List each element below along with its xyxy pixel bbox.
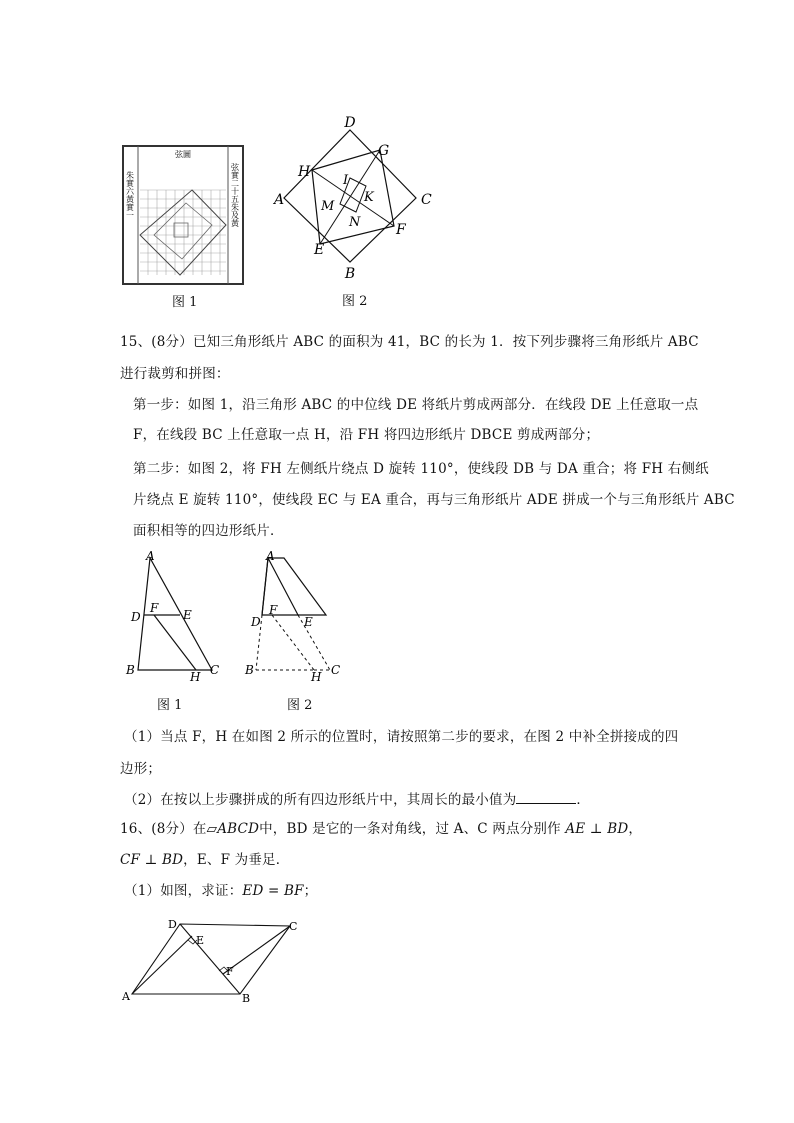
q15-step2-a: 第二步：如图 2，将 FH 左侧纸片绕点 D 旋转 110°，使线段 DB 与 DA 重合；将 FH 右侧纸 xyxy=(133,461,709,477)
q15-sub2 xyxy=(124,790,590,809)
q15f2-B: B xyxy=(245,663,254,677)
q16-line1-b: 中，BD 是它的一条对角线，过 A、C 两点分别作 xyxy=(259,821,561,837)
q16-label-C: C xyxy=(289,920,298,933)
q15-line2: 进行裁剪和拼图： xyxy=(120,366,230,382)
q15-line1: 15、(8分）已知三角形纸片 ABC 的面积为 41，BC 的长为 1．按下列步骤将三角形纸片 ABC xyxy=(120,334,699,350)
ancient-left-text: 朱實六黃實一 xyxy=(125,171,135,219)
sq-label-N: N xyxy=(349,215,361,230)
q15-sub2-end: ． xyxy=(576,792,591,808)
q16-line2-b: ，E、F 为垂足． xyxy=(183,852,290,868)
square-figure xyxy=(268,112,438,282)
sq-label-D: D xyxy=(344,115,356,131)
q16-label-E: E xyxy=(196,934,205,947)
q15-step1-a: 第一步：如图 1，沿三角形 ABC 的中位线 DE 将纸片剪成两部分．在线段 DE 上任意取一点 xyxy=(133,397,699,413)
q15f2-C: C xyxy=(331,663,341,677)
q16-sub1 xyxy=(124,882,317,900)
q16-parallelogram: ▱ABCD xyxy=(206,821,260,837)
ancient-figure xyxy=(122,145,244,285)
q15f2-H: H xyxy=(311,670,322,684)
q15f2-D: D xyxy=(251,615,261,629)
q15-sub2-text: （2）在按以上步骤拼成的所有四边形纸片中，其周长的最小值为 xyxy=(124,792,517,808)
q16-sub1-b: ； xyxy=(303,883,318,899)
sq-label-C: C xyxy=(421,192,432,208)
q15-step2-b: 片绕点 E 旋转 110°，使线段 EC 与 EA 重合，再与三角形纸片 ADE 拼成一个与三角形纸片 ABC xyxy=(133,492,735,508)
q16-fig xyxy=(118,910,308,1006)
q15-step2-c: 面积相等的四边形纸片． xyxy=(133,523,284,539)
q15f1-C: C xyxy=(210,663,220,677)
q16-ae-perp-bd: AE ⊥ BD xyxy=(565,821,629,837)
q16-label-B: B xyxy=(242,992,251,1005)
q15f2-F: F xyxy=(269,603,278,617)
q15-sub1-a: （1）当点 F，H 在如图 2 所示的位置时，请按照第二步的要求，在图 2 中补全拼接成的四 xyxy=(124,729,679,745)
q15f1-B: B xyxy=(126,663,135,677)
q15f1-E: E xyxy=(183,608,192,622)
ancient-figure-svg xyxy=(122,145,244,285)
q15f1-D: D xyxy=(131,610,141,624)
q16-line1-a: 16、(8分）在 xyxy=(120,821,207,837)
q15f2-E: E xyxy=(304,615,313,629)
sq-label-I: I xyxy=(343,173,349,188)
q15-fig1-caption: 图 1 xyxy=(157,698,183,713)
q15-answer-blank[interactable] xyxy=(516,790,576,804)
q15-fig2-caption: 图 2 xyxy=(287,698,313,713)
q16-cf-perp-bd: CF ⊥ BD xyxy=(120,852,184,868)
q16-ed-eq-bf: ED = BF xyxy=(242,883,304,899)
q16-line2 xyxy=(120,851,289,869)
q15-fig1 xyxy=(122,548,232,684)
q16-line1 xyxy=(120,820,642,838)
q15f1-A: A xyxy=(146,549,155,563)
q16-sub1-a: （1）如图，求证： xyxy=(124,883,243,899)
q16-fig-svg xyxy=(118,910,308,1006)
q15-fig2-svg xyxy=(240,548,350,684)
q15-fig2 xyxy=(240,548,350,684)
sq-label-A: A xyxy=(274,192,285,208)
q15f1-H: H xyxy=(190,670,201,684)
q16-label-D: D xyxy=(168,918,177,931)
q15-fig1-svg xyxy=(122,548,232,684)
sq-label-E: E xyxy=(314,242,325,258)
top-fig1-caption: 图 1 xyxy=(172,295,198,310)
sq-label-M: M xyxy=(321,199,335,214)
sq-label-K: K xyxy=(364,190,374,205)
ancient-right-text: 弦實二十五朱及黃 xyxy=(230,163,240,227)
square-figure-svg xyxy=(268,112,438,282)
top-fig2-caption: 图 2 xyxy=(342,294,368,309)
q15-sub1-b: 边形； xyxy=(120,761,162,777)
sq-label-F: F xyxy=(396,222,406,238)
sq-label-G: G xyxy=(378,143,390,159)
sq-label-H: H xyxy=(298,164,311,180)
q15-step1-b: F，在线段 BC 上任意取一点 H，沿 FH 将四边形纸片 DBCE 剪成两部分； xyxy=(133,427,600,443)
q16-label-F: F xyxy=(226,965,234,978)
q16-line1-c: ， xyxy=(628,821,643,837)
sq-label-B: B xyxy=(344,266,356,282)
q15f1-F: F xyxy=(150,601,159,615)
ancient-title: 弦圖 xyxy=(175,150,191,159)
q15f2-A: A xyxy=(266,549,275,563)
q16-label-A: A xyxy=(122,990,130,1003)
